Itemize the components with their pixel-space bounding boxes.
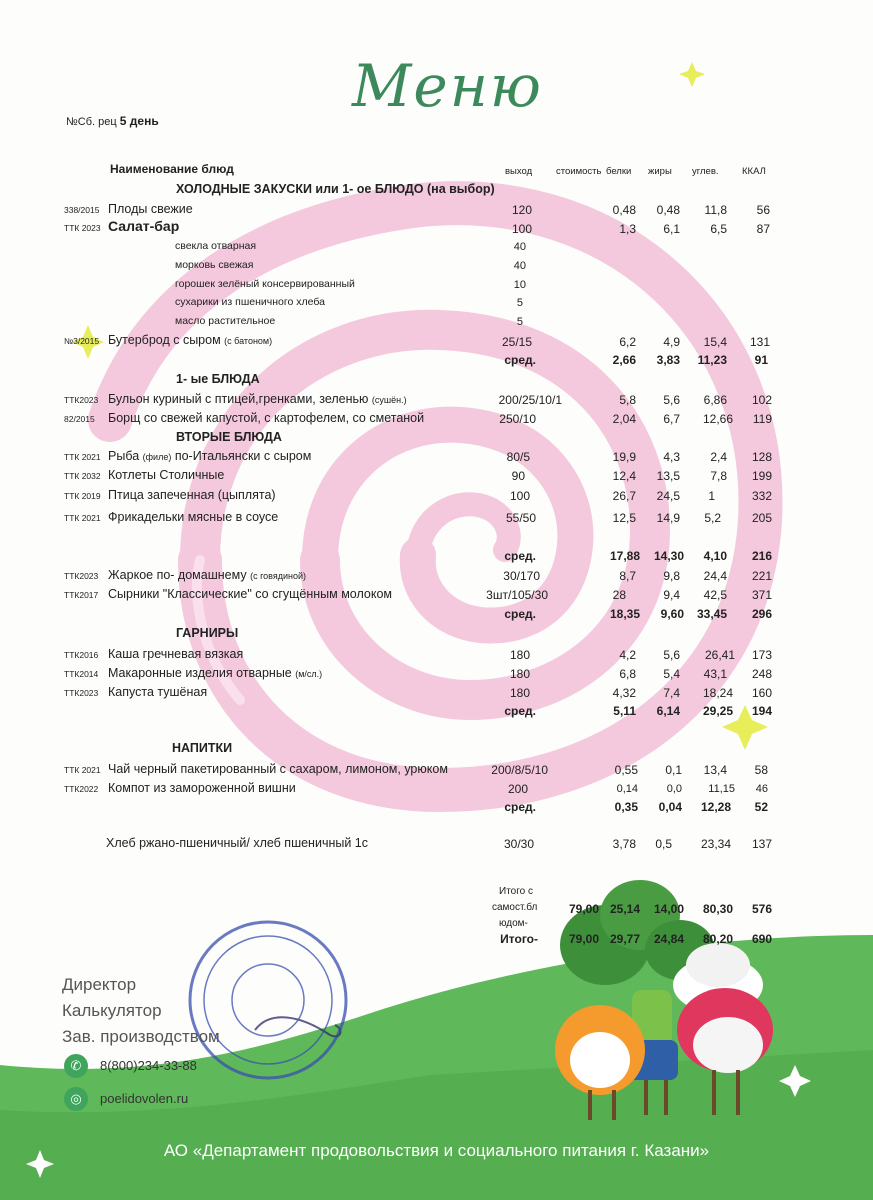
header-kcal: ККАЛ — [742, 166, 766, 177]
phone-icon: ✆ — [64, 1054, 88, 1078]
dish-name: Компот из замороженной вишни — [108, 781, 296, 795]
dish-carbs: 12,66 — [702, 412, 733, 426]
salad-item: сухарики из пшеничного хлеба — [175, 296, 325, 308]
dish-name: Салат-бар — [108, 218, 180, 234]
dish-carbs: 26,41 — [704, 648, 735, 662]
dish-carbs: 42,5 — [703, 588, 727, 602]
dish-code: ТТК2023 — [64, 688, 99, 698]
dish-proteins: 4,2 — [619, 648, 636, 662]
dish-proteins: 0,14 — [616, 783, 638, 795]
dish-kcal: 128 — [751, 450, 772, 464]
company-name: АО «Департамент продовольствия и социального питания г. Казани» — [163, 1141, 710, 1160]
section-cold: ХОЛОДНЫЕ ЗАКУСКИ или 1- ое БЛЮДО (на выбор) — [176, 182, 495, 196]
dish-name: Птица запеченная (цыплята) — [108, 488, 276, 502]
dish-proteins: 8,7 — [619, 569, 636, 583]
dish-carbs: 6,86 — [703, 393, 727, 407]
dish-proteins: 19,9 — [612, 450, 636, 464]
calculator-label: Калькулятор — [62, 1001, 162, 1020]
dish-fats: 7,4 — [663, 686, 680, 700]
dish-output: 100 — [511, 222, 532, 236]
dish-code: ТТК 2021 — [64, 452, 101, 462]
section-garnish: ГАРНИРЫ — [176, 626, 239, 640]
dish-output: 80/5 — [506, 450, 530, 464]
dish-kcal: 102 — [751, 393, 772, 407]
dish-fats: 9,4 — [663, 588, 680, 602]
phone-link[interactable]: 8(800)234-33-88 — [100, 1058, 197, 1073]
dish-kcal: 199 — [751, 469, 772, 483]
dish-fats: 9,8 — [663, 569, 680, 583]
average-proteins: 18,35 — [609, 607, 640, 621]
dish-output: 180 — [509, 648, 530, 662]
dish-kcal: 58 — [754, 763, 768, 777]
dish-name: Борщ со свежей капустой, с картофелем, со сметаной — [108, 411, 425, 425]
totals-self-label: Итого с — [499, 886, 533, 897]
dish-name: Фрикадельки мясные в соусе — [108, 510, 279, 524]
dish-proteins: 6,2 — [619, 335, 636, 349]
dish-kcal: 119 — [752, 412, 772, 426]
totals-proteins: 29,77 — [609, 932, 640, 946]
average-fats: 3,83 — [656, 353, 680, 367]
dish-fats: 5,6 — [663, 648, 680, 662]
dish-carbs: 24,4 — [703, 569, 727, 583]
dish-code: ТТК2014 — [64, 669, 99, 679]
dish-output: 100 — [509, 489, 530, 503]
dish-proteins: 12,5 — [612, 511, 636, 525]
totals-fats: 24,84 — [653, 932, 684, 946]
totals-self-fats: 14,00 — [653, 902, 684, 916]
day-label: №Сб. рец 5 день — [66, 114, 159, 128]
director-label: Директор — [62, 975, 137, 994]
dish-proteins: 26,7 — [612, 489, 636, 503]
dish-output: 180 — [509, 686, 530, 700]
average-fats: 0,04 — [658, 800, 682, 814]
page-title: Меню — [352, 52, 543, 120]
dish-kcal: 131 — [749, 335, 770, 349]
dish-output: 200 — [507, 782, 528, 796]
average-kcal: 52 — [754, 800, 768, 814]
totals-label: Итого- — [500, 932, 538, 946]
dish-kcal: 160 — [751, 686, 772, 700]
dish-fats: 13,5 — [656, 469, 680, 483]
totals-carbs: 80,20 — [702, 932, 733, 946]
dish-output: 120 — [511, 203, 532, 217]
average-fats: 6,14 — [656, 704, 680, 718]
dish-carbs: 13,4 — [703, 763, 727, 777]
totals-cost: 79,00 — [568, 932, 599, 946]
dish-name: Сырники "Классические" со сгущённым молоком — [108, 587, 393, 601]
dish-name: Бутерброд с сыром (с батоном) — [108, 333, 273, 347]
average-kcal: 296 — [751, 607, 772, 621]
dish-code: ТТК2016 — [64, 650, 99, 660]
salad-item: горошек зелёный консервированный — [175, 278, 355, 290]
globe-icon: ◎ — [64, 1087, 88, 1111]
salad-item-output: 5 — [516, 297, 523, 309]
dish-name: Каша гречневая вязкая — [108, 647, 244, 661]
dish-proteins: 12,4 — [612, 469, 636, 483]
dish-code: ТТК2017 — [64, 590, 99, 600]
average-proteins: 0,35 — [614, 800, 638, 814]
dish-kcal: 248 — [751, 667, 772, 681]
salad-item: масло растительное — [175, 315, 276, 327]
average-carbs: 11,23 — [697, 353, 727, 367]
salad-item-output: 40 — [513, 260, 526, 272]
dish-name: Бульон куриный с птицей,гренками, зеленью (сушён.) — [108, 392, 407, 406]
section-drinks: НАПИТКИ — [172, 741, 233, 755]
dish-proteins: 0,55 — [614, 763, 638, 777]
dish-proteins: 0,48 — [612, 203, 636, 217]
dish-carbs: 5,2 — [704, 511, 721, 525]
dish-fats: 4,9 — [663, 335, 680, 349]
dish-output: 55/50 — [505, 511, 536, 525]
totals-self-label: юдом- — [499, 918, 528, 929]
average-label: сред. — [504, 800, 536, 814]
average-label: сред. — [504, 353, 536, 367]
header-name: Наименование блюд — [110, 162, 234, 176]
header-fats: жиры — [648, 166, 672, 177]
dish-fats: 14,9 — [656, 511, 680, 525]
dish-name: Макаронные изделия отварные (м/сл.) — [108, 666, 323, 680]
salad-item: свекла отварная — [175, 240, 257, 252]
dish-output: 30/170 — [503, 569, 540, 583]
website-link[interactable]: poelidovolen.ru — [100, 1091, 189, 1106]
dish-output: 200/8/5/10 — [491, 763, 548, 777]
totals-self-carbs: 80,30 — [702, 902, 733, 916]
average-fats: 14,30 — [653, 549, 684, 563]
header-output: выход — [505, 166, 533, 177]
average-carbs: 29,25 — [702, 704, 733, 718]
dish-proteins: 4,32 — [612, 686, 636, 700]
dish-output: 3шт/105/30 — [486, 588, 548, 602]
dish-code: ТТК 2023 — [64, 223, 101, 233]
average-proteins: 17,88 — [609, 549, 640, 563]
dish-carbs: 6,5 — [710, 222, 727, 236]
dish-fats: 0,1 — [665, 763, 682, 777]
dish-proteins: 28 — [612, 588, 626, 602]
average-label: сред. — [504, 607, 536, 621]
dish-code: ТТК 2019 — [64, 491, 101, 501]
dish-kcal: 221 — [751, 569, 772, 583]
section-first: 1- ые БЛЮДА — [176, 372, 260, 386]
dish-proteins: 5,8 — [619, 393, 636, 407]
dish-output: 25/15 — [501, 335, 532, 349]
dish-fats: 0,48 — [656, 203, 680, 217]
dish-kcal: 56 — [756, 203, 770, 217]
dish-carbs: 7,8 — [710, 469, 727, 483]
dish-kcal: 371 — [751, 588, 772, 602]
totals-kcal: 690 — [751, 932, 772, 946]
dish-carbs: 11,15 — [708, 783, 735, 795]
dish-fats: 24,5 — [656, 489, 680, 503]
average-kcal: 91 — [754, 353, 768, 367]
dish-code: ТТК 2021 — [64, 513, 101, 523]
header-proteins: белки — [606, 166, 632, 177]
dish-code: 338/2015 — [64, 205, 100, 215]
dish-code: ТТК 2021 — [64, 765, 101, 775]
average-kcal: 194 — [751, 704, 772, 718]
dish-name: Капуста тушёная — [108, 685, 208, 699]
header-carbs: углев. — [692, 166, 719, 177]
average-kcal: 216 — [751, 549, 772, 563]
average-label: сред. — [504, 549, 536, 563]
dish-carbs: 23,34 — [700, 837, 731, 851]
dish-fats: 6,7 — [663, 412, 680, 426]
dish-proteins: 3,78 — [612, 837, 636, 851]
dish-proteins: 6,8 — [619, 667, 636, 681]
dish-output: 30/30 — [503, 837, 534, 851]
dish-code: 82/2015 — [64, 414, 95, 424]
dish-output: 200/25/10/1 — [498, 393, 562, 407]
dish-carbs: 18,24 — [702, 686, 733, 700]
dish-code: ТТК2023 — [64, 571, 99, 581]
section-second: ВТОРЫЕ БЛЮДА — [176, 430, 282, 444]
dish-fats: 0,0 — [666, 783, 682, 795]
dish-output: 180 — [509, 667, 530, 681]
dish-name: Плоды свежие — [108, 202, 193, 216]
dish-kcal: 332 — [751, 489, 772, 503]
totals-self-kcal: 576 — [751, 902, 772, 916]
dish-name: Жаркое по- домашнему (с говядиной) — [108, 568, 306, 582]
dish-kcal: 205 — [751, 511, 772, 525]
dish-fats: 4,3 — [663, 450, 680, 464]
salad-item-output: 40 — [513, 241, 526, 253]
dish-kcal: 87 — [756, 222, 770, 236]
head-of-production-label: Зав. производством — [62, 1027, 220, 1046]
average-proteins: 2,66 — [612, 353, 636, 367]
dish-fats: 5,6 — [663, 393, 680, 407]
totals-self-proteins: 25,14 — [609, 902, 640, 916]
salad-item: морковь свежая — [175, 259, 254, 271]
dish-code: №3/2015 — [64, 336, 100, 346]
average-label: сред. — [504, 704, 536, 718]
totals-self-cost: 79,00 — [568, 902, 599, 916]
dish-proteins: 2,04 — [612, 412, 636, 426]
dish-fats: 0,5 — [655, 837, 672, 851]
dish-kcal: 173 — [751, 648, 772, 662]
dish-name: Хлеб ржано-пшеничный/ хлеб пшеничный 1с — [106, 836, 368, 850]
dish-name: Котлеты Столичные — [108, 468, 225, 482]
dish-carbs: 43,1 — [703, 667, 727, 681]
dish-carbs: 1 — [708, 489, 715, 503]
average-carbs: 4,10 — [703, 549, 727, 563]
dish-carbs: 15,4 — [703, 335, 727, 349]
dish-fats: 5,4 — [663, 667, 680, 681]
average-carbs: 12,28 — [700, 800, 731, 814]
dish-fats: 6,1 — [663, 222, 680, 236]
dish-kcal: 137 — [751, 837, 772, 851]
dish-code: ТТК2022 — [64, 784, 99, 794]
totals-self-label: самост.бл — [492, 902, 538, 913]
dish-output: 250/10 — [499, 412, 536, 426]
header-cost: стоимость — [556, 166, 602, 177]
average-proteins: 5,11 — [613, 704, 636, 718]
dish-proteins: 1,3 — [619, 222, 636, 236]
salad-item-output: 10 — [513, 279, 526, 291]
dish-name: Чай черный пакетированный с сахаром, лимоном, урюком — [108, 762, 448, 776]
star-icon — [679, 62, 705, 87]
dish-output: 90 — [511, 469, 525, 483]
average-carbs: 33,45 — [696, 607, 727, 621]
dish-carbs: 11,8 — [704, 203, 727, 217]
dish-carbs: 2,4 — [710, 450, 727, 464]
salad-item-output: 5 — [516, 316, 523, 328]
average-fats: 9,60 — [660, 607, 684, 621]
dish-kcal: 46 — [755, 783, 768, 795]
dish-code: ТТК 2032 — [64, 471, 101, 481]
dish-name: Рыба (филе) по-Итальянски с сыром — [108, 449, 312, 463]
dish-code: ТТК2023 — [64, 395, 99, 405]
